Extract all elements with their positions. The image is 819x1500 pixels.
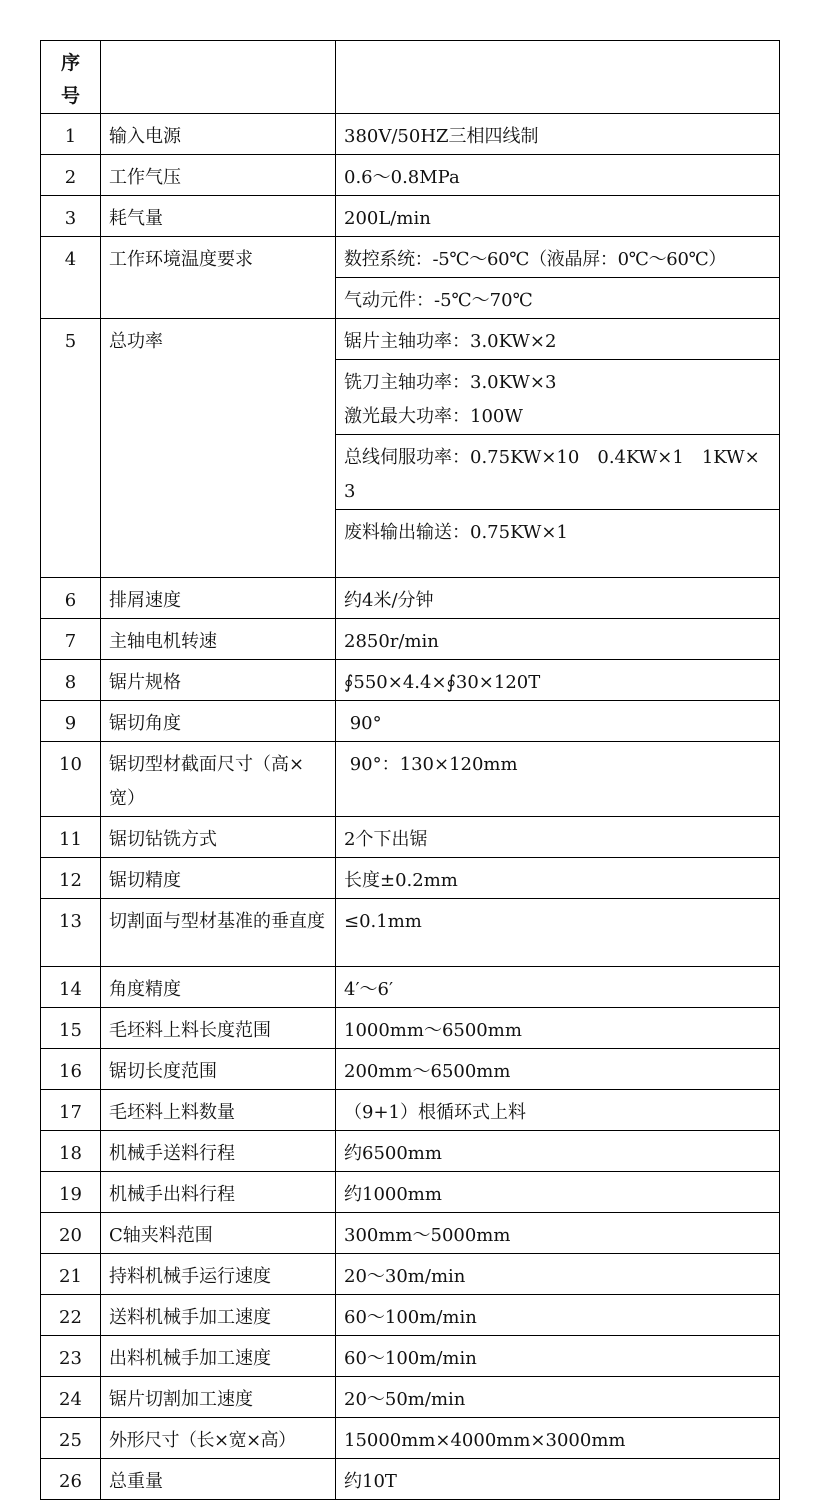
row-item: 机械手送料行程 — [101, 1131, 336, 1172]
row-number: 26 — [41, 1459, 101, 1500]
row-value: （9+1）根循环式上料 — [336, 1090, 780, 1131]
row-value: 90° — [336, 701, 780, 742]
row-value: 20～50m/min — [336, 1377, 780, 1418]
row-number: 24 — [41, 1377, 101, 1418]
row-item: 出料机械手加工速度 — [101, 1336, 336, 1377]
row-number: 23 — [41, 1336, 101, 1377]
row-value: 380V/50HZ三相四线制 — [336, 114, 780, 155]
row-item: 切割面与型材基准的垂直度 — [101, 899, 336, 967]
row-item: 总功率 — [101, 319, 336, 578]
row-item: 送料机械手加工速度 — [101, 1295, 336, 1336]
row-number: 20 — [41, 1213, 101, 1254]
table-row — [41, 1377, 780, 1418]
row-item: 工作气压 — [101, 155, 336, 196]
row-item: 总重量 — [101, 1459, 336, 1500]
spec-table — [40, 40, 780, 1500]
row-item: 工作环境温度要求 — [101, 237, 336, 319]
table-row — [41, 1172, 780, 1213]
row-item: 主轴电机转速 — [101, 619, 336, 660]
row-number: 13 — [41, 899, 101, 967]
row-number: 17 — [41, 1090, 101, 1131]
table-row — [41, 1254, 780, 1295]
row-number: 7 — [41, 619, 101, 660]
table-row — [41, 817, 780, 858]
row-value: 0.6～0.8MPa — [336, 155, 780, 196]
row-number: 11 — [41, 817, 101, 858]
table-row — [41, 1131, 780, 1172]
row-number: 21 — [41, 1254, 101, 1295]
row-value: 90°：130×120mm — [336, 742, 780, 817]
row-item: 持料机械手运行速度 — [101, 1254, 336, 1295]
row-value: 200L/min — [336, 196, 780, 237]
table-row — [41, 114, 780, 155]
row-item: 毛坯料上料数量 — [101, 1090, 336, 1131]
header-item — [101, 41, 336, 114]
value-line: 激光最大功率：100W — [344, 406, 523, 427]
row-number: 25 — [41, 1418, 101, 1459]
table-row — [41, 1459, 780, 1500]
table-row — [41, 1049, 780, 1090]
row-item: 耗气量 — [101, 196, 336, 237]
row-value: 2个下出锯 — [336, 817, 780, 858]
table-row — [41, 578, 780, 619]
row-number: 12 — [41, 858, 101, 899]
table-row — [41, 899, 780, 967]
table-row — [41, 319, 780, 360]
table-row — [41, 196, 780, 237]
row-item: 锯切精度 — [101, 858, 336, 899]
row-value: 300mm～5000mm — [336, 1213, 780, 1254]
table-row — [41, 619, 780, 660]
header-value — [336, 41, 780, 114]
table-row — [41, 701, 780, 742]
row-value: 约10T — [336, 1459, 780, 1500]
row-value: 约6500mm — [336, 1131, 780, 1172]
row-number: 16 — [41, 1049, 101, 1090]
row-value: 约1000mm — [336, 1172, 780, 1213]
value-line: 铣刀主轴功率：3.0KW×3 — [344, 372, 557, 393]
row-item: 机械手出料行程 — [101, 1172, 336, 1213]
row-item: 锯切钻铣方式 — [101, 817, 336, 858]
row-number: 2 — [41, 155, 101, 196]
row-value: 60～100m/min — [336, 1336, 780, 1377]
table-row — [41, 155, 780, 196]
table-row — [41, 1336, 780, 1377]
row-number: 1 — [41, 114, 101, 155]
row-item: C轴夹料范围 — [101, 1213, 336, 1254]
table-row — [41, 1418, 780, 1459]
row-value: 总线伺服功率：0.75KW×10 0.4KW×1 1KW×3 — [336, 435, 780, 510]
row-number: 10 — [41, 742, 101, 817]
table-row — [41, 1213, 780, 1254]
row-item: 输入电源 — [101, 114, 336, 155]
row-value — [336, 360, 780, 435]
table-row — [41, 967, 780, 1008]
table-row — [41, 1090, 780, 1131]
header-no: 序号 — [41, 41, 101, 114]
row-number: 6 — [41, 578, 101, 619]
table-row — [41, 742, 780, 817]
table-row — [41, 1295, 780, 1336]
row-item: 外形尺寸（长×宽×高） — [101, 1418, 336, 1459]
row-number: 3 — [41, 196, 101, 237]
row-value: 4′～6′ — [336, 967, 780, 1008]
row-number: 19 — [41, 1172, 101, 1213]
row-number: 5 — [41, 319, 101, 578]
row-number: 14 — [41, 967, 101, 1008]
row-item: 锯片切割加工速度 — [101, 1377, 336, 1418]
row-item: 角度精度 — [101, 967, 336, 1008]
row-value: 60～100m/min — [336, 1295, 780, 1336]
row-item: 锯切角度 — [101, 701, 336, 742]
row-value: 锯片主轴功率：3.0KW×2 — [336, 319, 780, 360]
row-item: 毛坯料上料长度范围 — [101, 1008, 336, 1049]
row-value: ∮550×4.4×∮30×120T — [336, 660, 780, 701]
row-value: 废料输出输送：0.75KW×1 — [336, 510, 780, 578]
row-value: 20～30m/min — [336, 1254, 780, 1295]
table-row — [41, 660, 780, 701]
row-number: 22 — [41, 1295, 101, 1336]
table-row — [41, 858, 780, 899]
row-item: 锯切长度范围 — [101, 1049, 336, 1090]
row-value: 1000mm～6500mm — [336, 1008, 780, 1049]
row-item: 锯片规格 — [101, 660, 336, 701]
row-number: 18 — [41, 1131, 101, 1172]
table-row — [41, 1008, 780, 1049]
row-item: 锯切型材截面尺寸（高×宽） — [101, 742, 336, 817]
row-number: 8 — [41, 660, 101, 701]
row-value: 2850r/min — [336, 619, 780, 660]
table-row — [41, 237, 780, 278]
row-value: 气动元件：-5℃～70℃ — [336, 278, 780, 319]
row-number: 4 — [41, 237, 101, 319]
row-item: 排屑速度 — [101, 578, 336, 619]
row-number: 9 — [41, 701, 101, 742]
row-value: 15000mm×4000mm×3000mm — [336, 1418, 780, 1459]
row-value: 200mm～6500mm — [336, 1049, 780, 1090]
row-value: 约4米/分钟 — [336, 578, 780, 619]
row-value: 数控系统：-5℃～60℃（液晶屏：0℃～60℃） — [336, 237, 780, 278]
row-value: ≤0.1mm — [336, 899, 780, 967]
header-row — [41, 41, 780, 114]
row-value: 长度±0.2mm — [336, 858, 780, 899]
row-number: 15 — [41, 1008, 101, 1049]
